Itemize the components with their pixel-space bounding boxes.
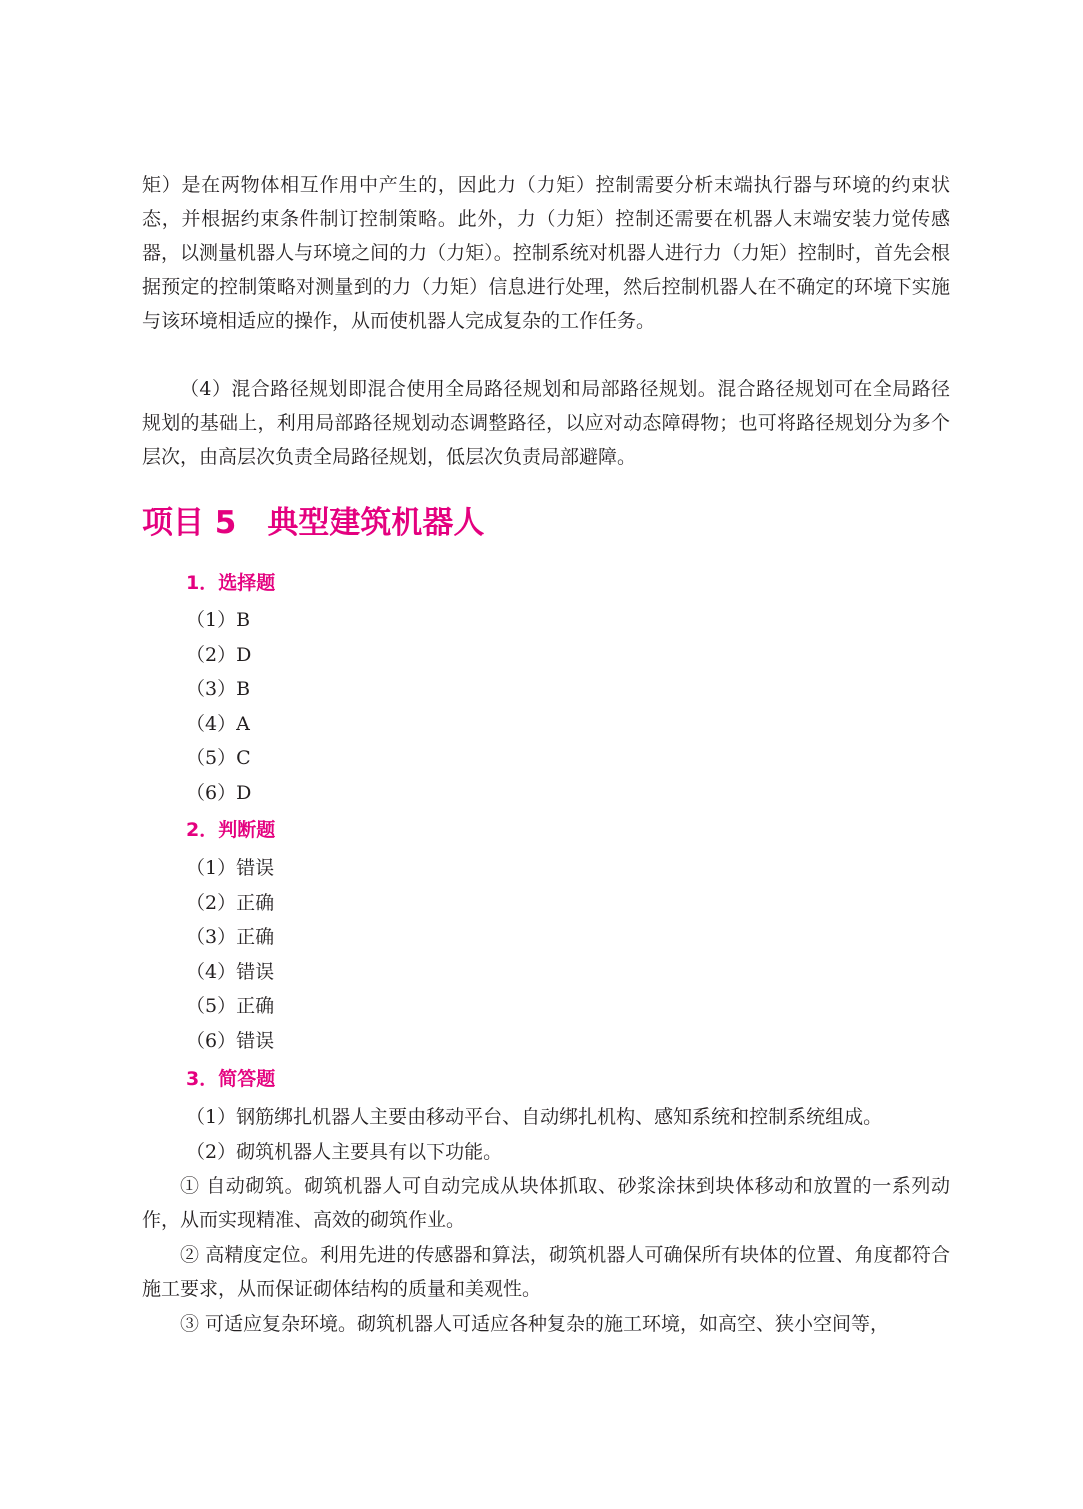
list-item: （2）D	[186, 643, 252, 666]
list-item: （4）A	[186, 712, 250, 735]
judge-section-title: 2．判断题	[186, 819, 276, 841]
list-item: （6）错误	[186, 1029, 275, 1052]
function-point-1: ① 自动砌筑。砌筑机器人可自动完成从块体抓取、砂浆涂抹到块体移动和放置的一系列动作，从而实现精准、高效的砌筑作业。	[142, 1175, 950, 1231]
short-answer-section-title: 3．简答题	[186, 1068, 276, 1090]
judge-answer-list	[186, 851, 274, 1058]
list-item: （3）正确	[186, 926, 275, 948]
list-item: （1）B	[186, 609, 251, 631]
list-item: （2）正确	[186, 891, 275, 914]
short-answer-1: （1）钢筋绑扎机器人主要由移动平台、自动绑扎机构、感知系统和控制系统组成。	[186, 1106, 883, 1128]
choice-answer-list	[186, 603, 251, 810]
intro-paragraph: 矩）是在两物体相互作用中产生的，因此力（力矩）控制需要分析末端执行器与环境的约束状态，并根据约束条件制订控制策略。此外，力（力矩）控制还需要在机器人末端安装力觉传感器，以测量机器人与环境之间的力（力矩）。控制系统对机器人进行力（力矩）控制时，首先会根据预定的控制策略对测量到的力（力矩）信息进行处理，然后控制机器人在不确定的环境下实施与该环境相适应的操作，从而使机器人完成复杂的工作任务。	[142, 174, 950, 332]
project-heading: 项目 5 典型建筑机器人	[142, 505, 485, 541]
list-item: （5）正确	[186, 995, 275, 1017]
list-item: （3）B	[186, 678, 251, 700]
short-answer-2: （2）砌筑机器人主要具有以下功能。	[186, 1141, 503, 1163]
function-point-2: ② 高精度定位。利用先进的传感器和算法，砌筑机器人可确保所有块体的位置、角度都符合施工要求，从而保证砌体结构的质量和美观性。	[142, 1244, 950, 1300]
hybrid-path-paragraph: （4）混合路径规划即混合使用全局路径规划和局部路径规划。混合路径规划可在全局路径规划的基础上，利用局部路径规划动态调整路径，以应对动态障碍物；也可将路径规划分为多个层次，由高层次负责全局路径规划，低层次负责局部避障。	[142, 378, 950, 468]
list-item: （4）错误	[186, 960, 275, 983]
function-point-3: ③ 可适应复杂环境。砌筑机器人可适应各种复杂的施工环境，如高空、狭小空间等，	[180, 1313, 890, 1335]
list-item: （5）C	[186, 747, 251, 769]
list-item: （6）D	[186, 781, 252, 804]
choice-section-title: 1．选择题	[186, 572, 276, 594]
list-item: （1）错误	[186, 857, 275, 879]
